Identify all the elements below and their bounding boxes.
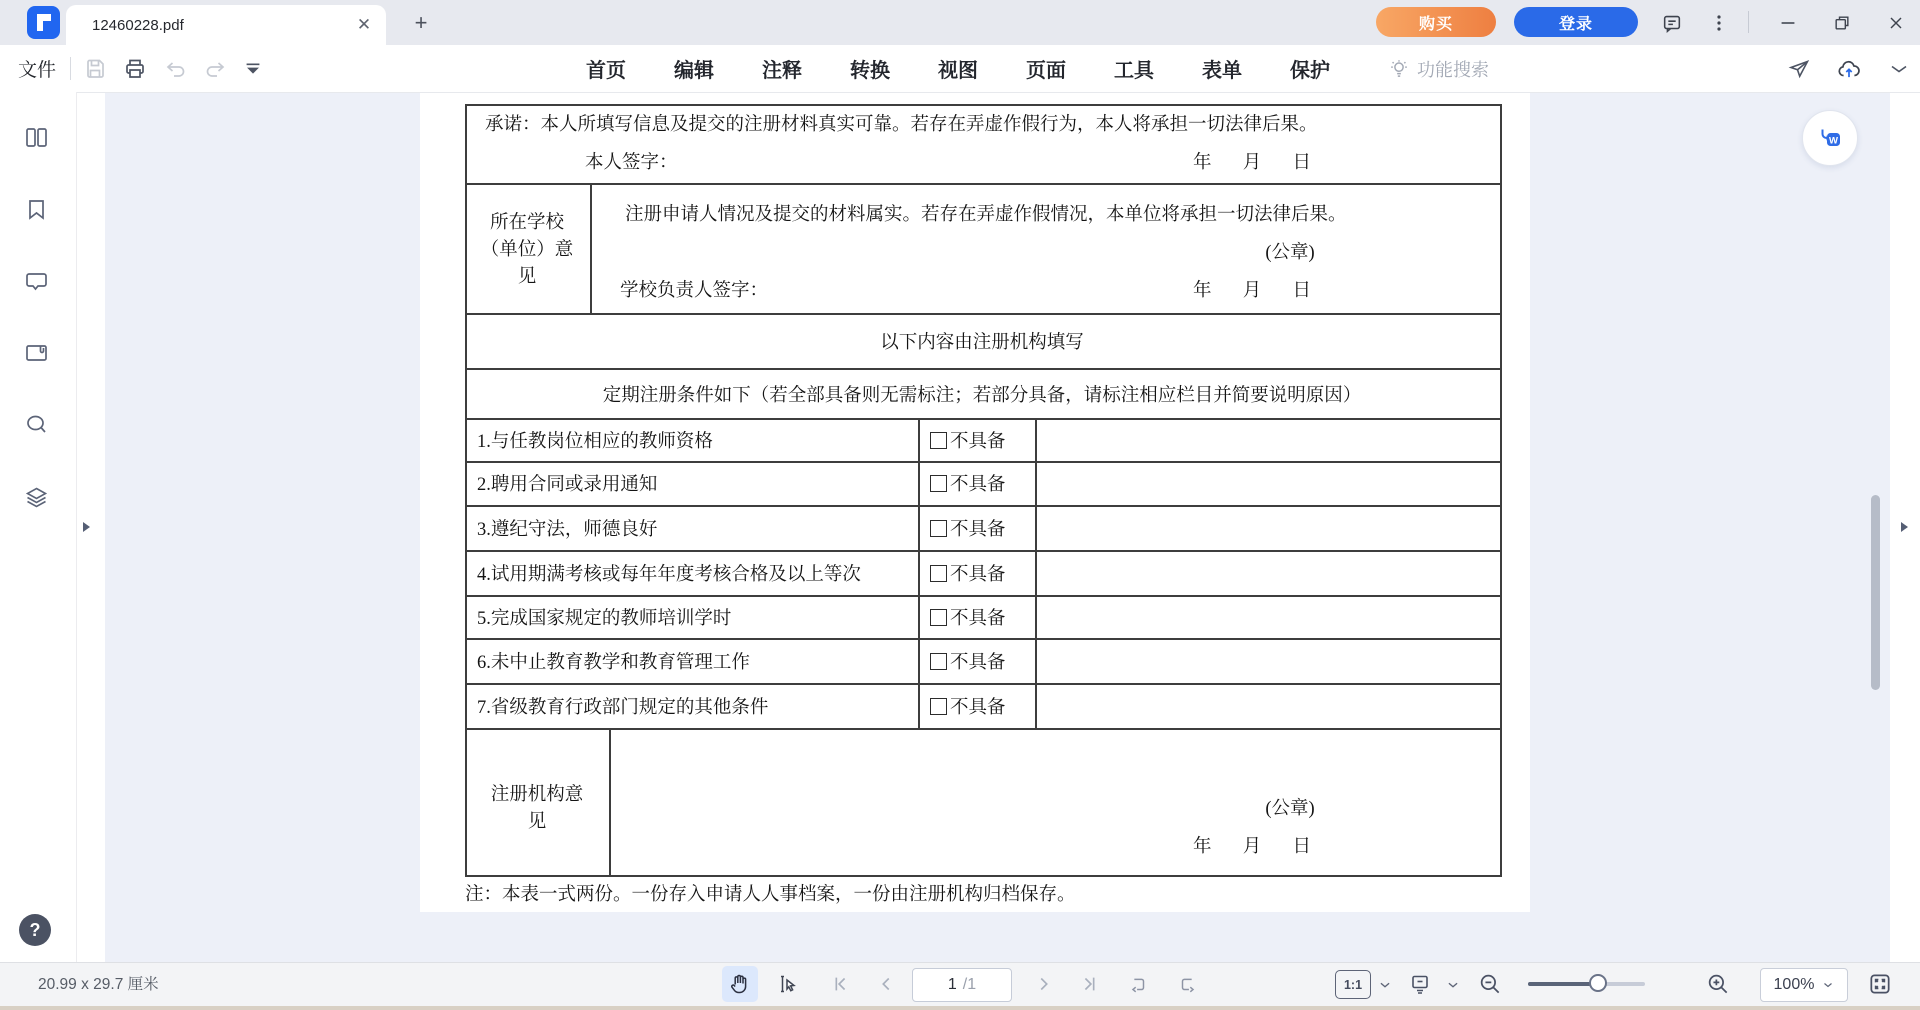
next-view-button[interactable] bbox=[1170, 966, 1206, 1002]
file-menu[interactable]: 文件 bbox=[18, 60, 57, 81]
condition-label: 1.与任教岗位相应的教师资格 bbox=[477, 431, 713, 452]
taskbar-edge bbox=[0, 1006, 1920, 1010]
checkbox-label: 不具备 bbox=[950, 652, 1006, 673]
toolbar-chevron-down-icon[interactable] bbox=[1886, 56, 1912, 82]
help-button[interactable]: ? bbox=[19, 914, 51, 946]
condition-label: 3.遵纪守法，师德良好 bbox=[477, 519, 658, 540]
minimize-button[interactable] bbox=[1776, 11, 1800, 35]
agency-label-line1: 注册机构意 bbox=[490, 785, 584, 805]
zoom-level-select[interactable] bbox=[1760, 968, 1848, 1002]
total-pages: /1 bbox=[962, 976, 977, 993]
condition-checkbox-cell[interactable] bbox=[930, 470, 1006, 496]
form-note: 注：本表一式两份。一份存入申请人人事档案，一份由注册机构归档保存。 bbox=[465, 885, 1076, 905]
menu-item-3[interactable]: 注释 bbox=[762, 60, 802, 82]
attachments-icon[interactable] bbox=[23, 339, 50, 366]
save-icon[interactable] bbox=[82, 56, 108, 82]
condition-checkbox-cell[interactable] bbox=[930, 693, 1006, 719]
comments-icon[interactable] bbox=[23, 268, 50, 295]
org-section-header: 以下内容由注册机构填写 bbox=[880, 333, 1084, 353]
condition-checkbox-cell[interactable] bbox=[930, 648, 1006, 674]
table-hline bbox=[465, 461, 1502, 463]
next-page-button[interactable] bbox=[1026, 966, 1062, 1002]
school-date: 年 月 日 bbox=[1193, 281, 1311, 301]
table-vline bbox=[1035, 418, 1037, 728]
redo-icon[interactable] bbox=[202, 56, 228, 82]
page-thumbnails-icon[interactable] bbox=[23, 124, 50, 151]
table-hline bbox=[465, 183, 1502, 185]
table-vline bbox=[1500, 104, 1502, 875]
convert-to-word-button[interactable] bbox=[1802, 110, 1858, 166]
fullscreen-button[interactable] bbox=[1862, 966, 1898, 1002]
checkbox-label: 不具备 bbox=[950, 564, 1006, 585]
login-button[interactable]: 登录 bbox=[1514, 7, 1638, 37]
checkbox-icon[interactable] bbox=[930, 653, 947, 670]
table-hline bbox=[465, 104, 1502, 106]
hand-tool-button[interactable] bbox=[722, 966, 758, 1002]
search-icon[interactable] bbox=[23, 411, 50, 438]
school-label-line1: 所在学校 bbox=[489, 213, 565, 233]
table-hline bbox=[465, 418, 1502, 420]
agency-seal: (公章) bbox=[1265, 799, 1315, 819]
condition-label: 7.省级教育行政部门规定的其他条件 bbox=[477, 697, 769, 718]
checkbox-label: 不具备 bbox=[950, 431, 1006, 452]
menu-item-4[interactable]: 转换 bbox=[850, 60, 890, 82]
promise-text: 承诺：本人所填写信息及提交的注册材料真实可靠。若存在弄虚作假行为，本人将承担一切法律后果。 bbox=[485, 115, 1318, 135]
condition-checkbox-cell[interactable] bbox=[930, 560, 1006, 586]
promise-sign-label: 本人签字： bbox=[585, 153, 678, 173]
toolbar-separator bbox=[70, 57, 71, 80]
actual-size-button[interactable]: 1:1 bbox=[1335, 970, 1371, 999]
menu-item-1[interactable]: 首页 bbox=[586, 60, 626, 82]
bookmarks-icon[interactable] bbox=[23, 196, 50, 223]
restore-window-button[interactable] bbox=[1830, 11, 1854, 35]
left-sidebar bbox=[0, 92, 77, 967]
page-number-input[interactable] bbox=[912, 968, 1012, 1002]
previous-view-button[interactable] bbox=[1120, 966, 1156, 1002]
menu-item-8[interactable]: 表单 bbox=[1202, 60, 1242, 82]
zoom-out-button[interactable] bbox=[1472, 966, 1508, 1002]
fit-page-button[interactable] bbox=[1402, 966, 1438, 1002]
table-vline bbox=[590, 183, 592, 313]
menu-item-7[interactable]: 工具 bbox=[1114, 60, 1154, 82]
zoom-level-value: 100% bbox=[1773, 976, 1815, 993]
bulb-icon bbox=[1388, 58, 1410, 80]
school-sign-label: 学校负责人签字： bbox=[620, 281, 769, 301]
cloud-upload-icon[interactable] bbox=[1836, 56, 1862, 82]
table-hline bbox=[465, 638, 1502, 640]
zoom-slider-knob[interactable] bbox=[1589, 974, 1607, 992]
table-hline bbox=[465, 550, 1502, 552]
previous-page-button[interactable] bbox=[868, 966, 904, 1002]
school-statement: 注册申请人情况及提交的材料属实。若存在弄虚作假情况，本单位将承担一切法律后果。 bbox=[625, 205, 1347, 225]
left-panel-expand-handle[interactable] bbox=[80, 520, 92, 534]
school-label-line2: （单位）意 bbox=[480, 240, 574, 260]
word-convert-icon bbox=[1814, 122, 1846, 154]
school-label-line3: 见 bbox=[517, 267, 537, 287]
table-vline bbox=[465, 104, 467, 875]
condition-checkbox-cell[interactable] bbox=[930, 604, 1006, 630]
checkbox-icon[interactable] bbox=[930, 432, 947, 449]
caption-separator bbox=[1748, 11, 1749, 33]
menu-item-2[interactable]: 编辑 bbox=[674, 60, 714, 82]
condition-checkbox-cell[interactable] bbox=[930, 427, 1006, 453]
table-hline bbox=[465, 368, 1502, 370]
zoom-slider-fill bbox=[1528, 982, 1598, 986]
agency-label-line2: 见 bbox=[527, 812, 547, 832]
right-panel-expand-handle[interactable] bbox=[1898, 520, 1910, 534]
last-page-button[interactable] bbox=[1072, 966, 1108, 1002]
current-page: 1 bbox=[947, 976, 957, 993]
layers-icon[interactable] bbox=[23, 484, 50, 511]
print-icon[interactable] bbox=[122, 56, 148, 82]
menu-item-6[interactable]: 页面 bbox=[1026, 60, 1066, 82]
feature-search[interactable] bbox=[1388, 45, 1489, 92]
undo-icon[interactable] bbox=[163, 56, 189, 82]
condition-checkbox-cell[interactable] bbox=[930, 515, 1006, 541]
promise-date: 年 月 日 bbox=[1193, 153, 1311, 173]
conditions-header: 定期注册条件如下（若全部具备则无需标注；若部分具备，请标注相应栏目并简要说明原因） bbox=[602, 386, 1362, 406]
close-window-button[interactable] bbox=[1884, 11, 1908, 35]
share-icon[interactable] bbox=[1786, 56, 1812, 82]
zoom-in-button[interactable] bbox=[1700, 966, 1736, 1002]
more-options-icon[interactable] bbox=[1707, 11, 1731, 35]
checkbox-label: 不具备 bbox=[950, 608, 1006, 629]
first-page-button[interactable] bbox=[822, 966, 858, 1002]
table-hline bbox=[465, 313, 1502, 315]
condition-label: 2.聘用合同或录用通知 bbox=[477, 475, 658, 495]
agency-date: 年 月 日 bbox=[1193, 837, 1311, 857]
table-hline bbox=[465, 683, 1502, 685]
checkbox-icon[interactable] bbox=[930, 520, 947, 537]
fit-page-dropdown-icon[interactable] bbox=[1446, 978, 1460, 992]
feature-search-label: 功能搜索 bbox=[1417, 59, 1489, 80]
feedback-icon[interactable] bbox=[1660, 11, 1684, 35]
checkbox-icon[interactable] bbox=[930, 565, 947, 582]
actual-size-dropdown-icon[interactable] bbox=[1378, 978, 1392, 992]
menu-item-9[interactable]: 保护 bbox=[1290, 60, 1330, 82]
table-vline bbox=[918, 418, 920, 728]
condition-label: 5.完成国家规定的教师培训学时 bbox=[477, 608, 732, 629]
condition-label: 6.未中止教育教学和教育管理工作 bbox=[477, 652, 750, 673]
tab-title: 12460228.pdf bbox=[92, 16, 184, 34]
table-hline bbox=[465, 595, 1502, 597]
table-hline bbox=[465, 875, 1502, 877]
checkbox-icon[interactable] bbox=[930, 609, 947, 626]
table-hline bbox=[465, 728, 1502, 730]
buy-button[interactable]: 购买 bbox=[1376, 7, 1496, 37]
tab-close-icon[interactable]: ✕ bbox=[356, 15, 372, 34]
collapse-toolbar-icon[interactable] bbox=[240, 56, 266, 82]
document-tab[interactable] bbox=[66, 5, 386, 45]
checkbox-icon[interactable] bbox=[930, 698, 947, 715]
checkbox-icon[interactable] bbox=[930, 475, 947, 492]
condition-label: 4.试用期满考核或每年年度考核合格及以上等次 bbox=[477, 564, 861, 585]
checkbox-label: 不具备 bbox=[950, 475, 1006, 495]
checkbox-label: 不具备 bbox=[950, 697, 1006, 718]
foxit-logo-icon[interactable] bbox=[27, 6, 60, 39]
svg-text:W: W bbox=[1829, 135, 1838, 147]
page-size-label: 20.99 x 29.7 厘米 bbox=[38, 976, 159, 993]
table-hline bbox=[465, 505, 1502, 507]
select-text-tool-button[interactable] bbox=[768, 966, 804, 1002]
new-tab-button[interactable]: + bbox=[414, 10, 428, 35]
table-vline bbox=[609, 728, 611, 875]
checkbox-label: 不具备 bbox=[950, 519, 1006, 540]
school-seal: (公章) bbox=[1265, 243, 1315, 263]
menu-item-5[interactable]: 视图 bbox=[938, 60, 978, 82]
vertical-scrollbar[interactable] bbox=[1871, 495, 1880, 690]
